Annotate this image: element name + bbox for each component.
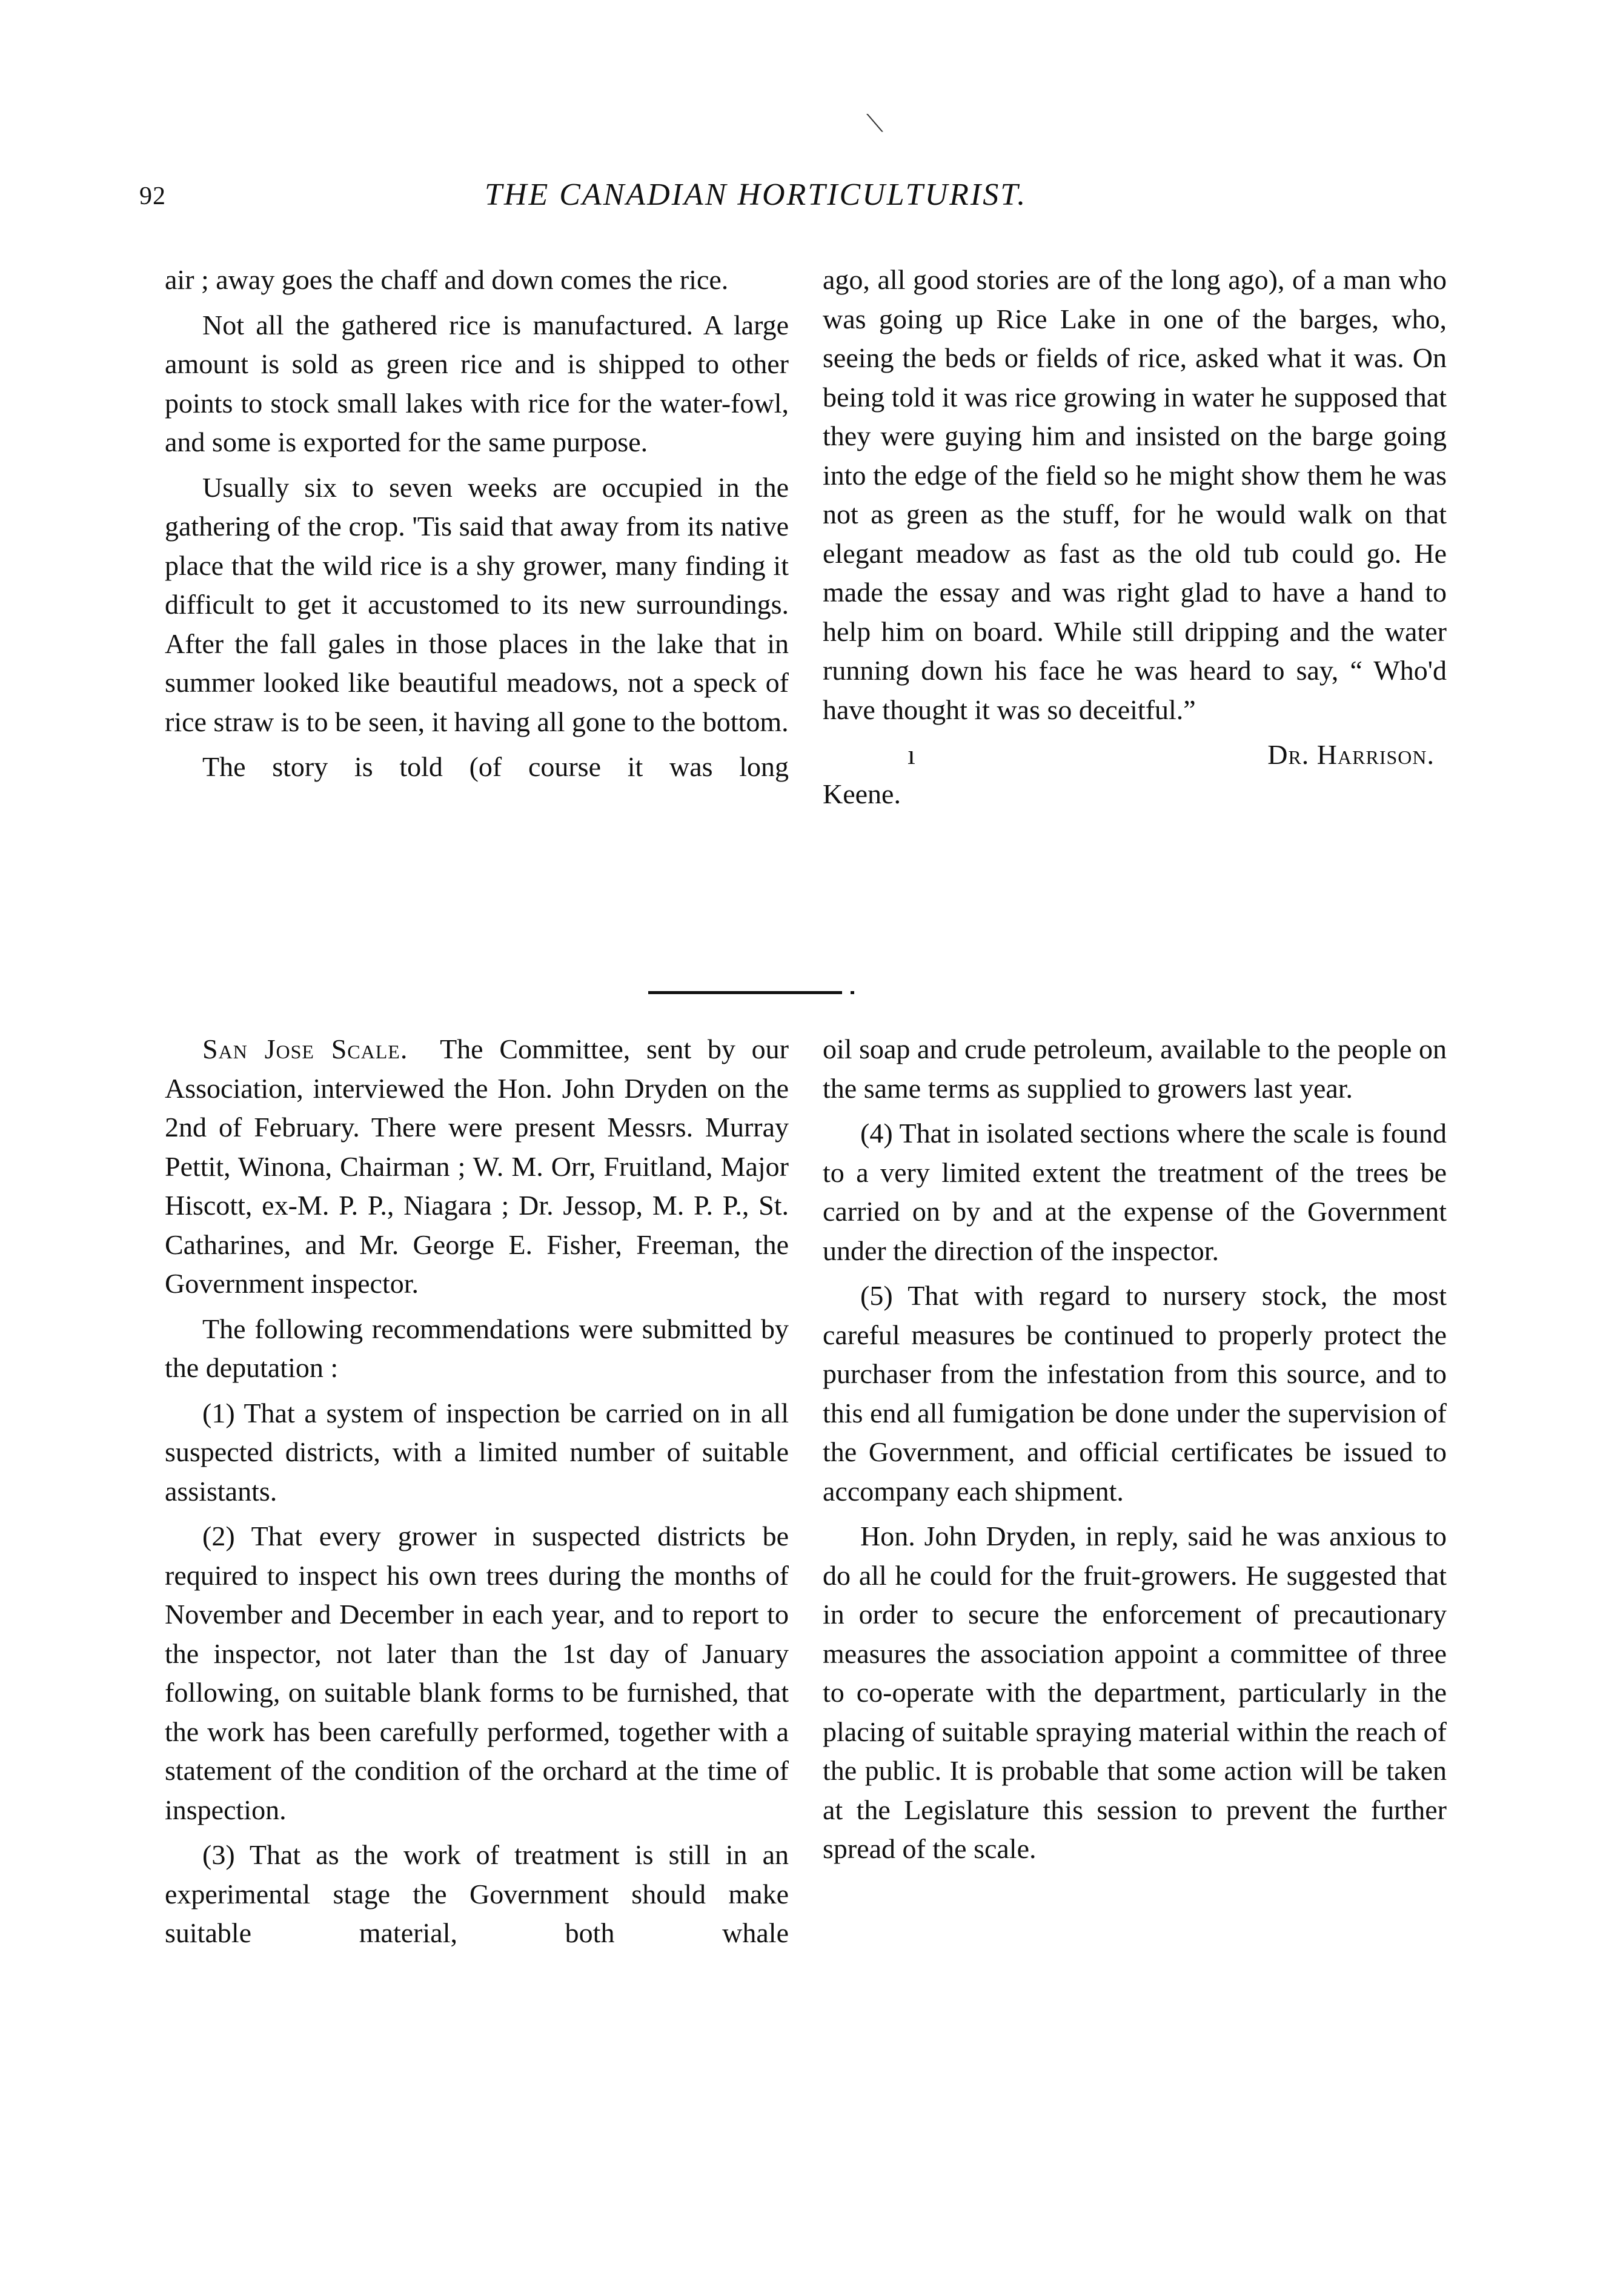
reply-paragraph: Hon. John Dryden, in reply, said he was anxious to do all he could for the fruit-growers. He suggested that in order to secure the enforcement of precautionary measures the association appoint a committee of three to co-operate with the department, particularly in the placing of suitable spraying material within the reach of the public. It is probable that some action will be taken at the Legislature this session to prevent the further spread of the scale. [823, 1521, 1447, 1864]
section-divider-dot [851, 991, 854, 994]
page-number: 92 [139, 182, 166, 210]
recommendation-3: (3) That as the work of treatment is still in an experimental stage the Government should make suitable material, both whale [165, 1839, 789, 1948]
recommendation-5: (5) That with regard to nursery stock, the most careful measures be continued to properly protect the purchaser from the infestation from this source, and to this end all fumigation be done under the supervision of the Government, and official certificates be issued to accompany each shipment. [823, 1280, 1447, 1507]
bottom-right-column [823, 1030, 1447, 1875]
recommendation-4: (4) That in isolated sections where the scale is found to a very limited extent the treatment of the trees be carried on by and at the expense of the Government under the direction of the inspector. [823, 1118, 1447, 1266]
paragraph: The story is told (of course it was long [202, 751, 789, 782]
lead-text: The Committee, sent by our Association, interviewed the Hon. John Dryden on the 2nd of February. There were present Messrs. Murray Pettit, Winona, Chairman ; W. M. Orr, Fruitland, Major Hiscott, ex-M. P. P., Niagara ; Dr. Jessop, M. P. P., St. Catharines, and Mr. George E. Fisher, Freeman, the Government inspector. [165, 1034, 789, 1299]
paragraph: Usually six to seven weeks are occupied in the gathering of the crop. 'Tis said that away from its native place that the wild rice is a shy grower, many finding it difficult to get it accustomed to its new surroundings. After the fall gales in those places in the lake that in summer looked like beautiful meadows, not a speck of rice straw is to be seen, it having all gone to the bottom. [165, 471, 789, 737]
signature-line [823, 735, 1447, 775]
paragraph: air ; away goes the chaff and down comes the rice. [165, 264, 729, 295]
author-place: Keene. [823, 778, 901, 809]
top-right-column [823, 260, 1447, 820]
stray-mark: ı [908, 739, 915, 770]
section-divider-rule [648, 991, 842, 994]
top-left-column [165, 260, 789, 793]
recommendation-2: (2) That every grower in suspected districts be required to inspect his own trees during the months of November and December in each year, and to report to the inspector, not later than the 1st day of January following, on suitable blank forms to be furnished, that the work has been carefully performed, together with a statement of the condition of the orchard at the time of inspection. [165, 1521, 789, 1825]
author-signature: Dr. Harrison. [1267, 739, 1435, 770]
paragraph: ago, all good stories are of the long ago), of a man who was going up Rice Lake in one of the barges, who, seeing the beds or fields of rice, asked what it was. On being told it was rice growing in water he supposed that they were guying him and insisted on the barge going into the edge of the field so he might show them he was not as green as the stuff, for he would walk on that elegant meadow as fast as the old tub could go. He made the essay and was right glad to have a hand to help him on board. While still dripping and the water running down his face he was heard to say, “ Who'd have thought it was so deceitful.” [823, 264, 1447, 725]
recommendation-3-continued: oil soap and crude petroleum, available to the people on the same terms as supplied to growers last year. [823, 1034, 1447, 1104]
bottom-left-column [165, 1030, 789, 1959]
article-heading: San Jose Scale. [202, 1034, 408, 1064]
article-lead-paragraph [165, 1030, 789, 1304]
running-title: THE CANADIAN HORTICULTURIST. [485, 178, 1027, 212]
paragraph: Not all the gathered rice is manufactured. A large amount is sold as green rice and is shipped to other points to stock small lakes with rice for the water-fowl, and some is exported for the same purpose. [165, 309, 789, 457]
recommendation-1: (1) That a system of inspection be carried on in all suspected districts, with a limited number of suitable assistants. [165, 1397, 789, 1507]
scan-artifact-mark: ⟍ [866, 110, 883, 137]
paragraph: The following recommendations were submitted by the deputation : [165, 1313, 789, 1383]
